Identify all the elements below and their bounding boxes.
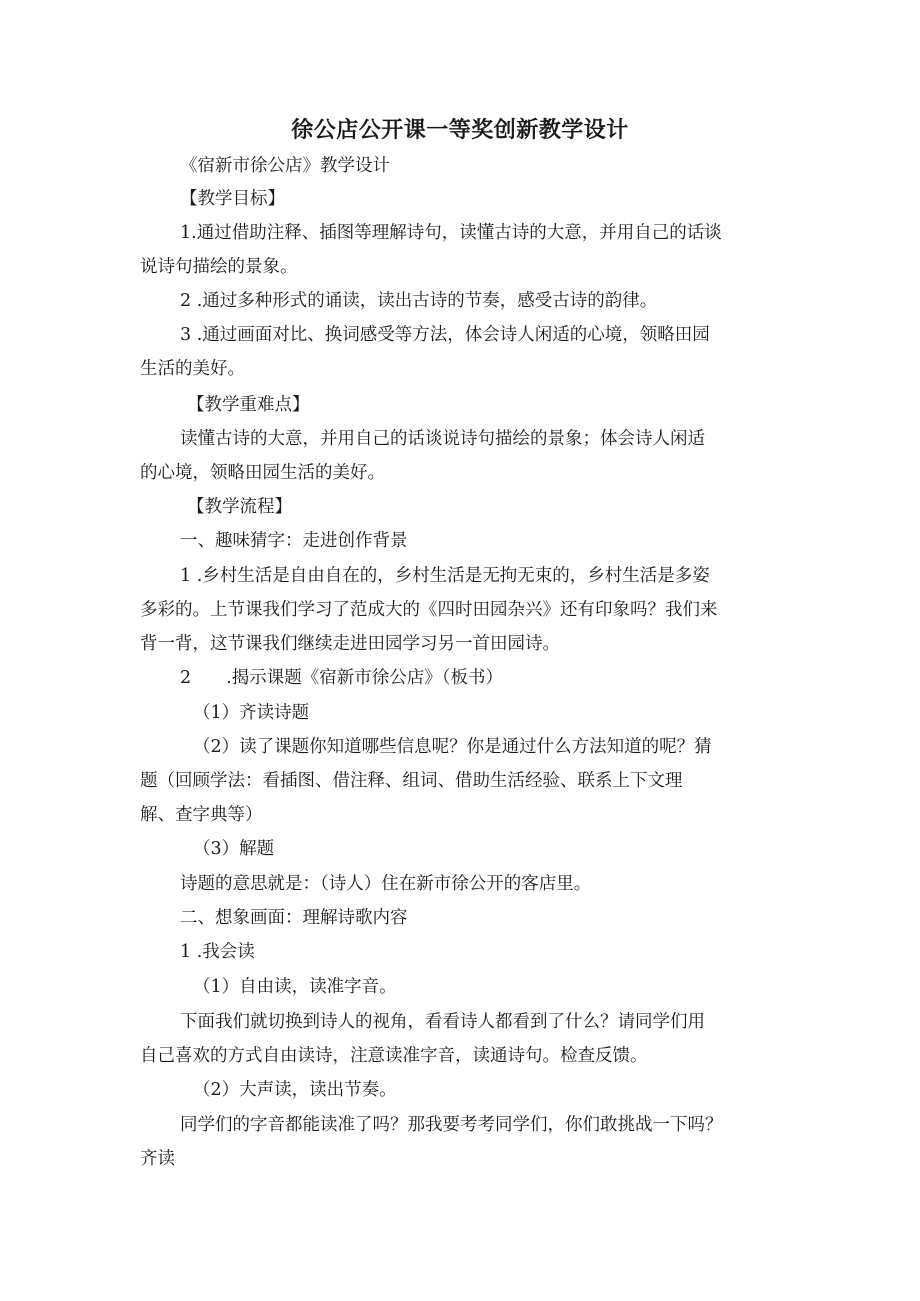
paragraph-line: 题（回顾学法：看插图、借注释、组词、借助生活经验、联系上下文理: [140, 771, 683, 791]
section-heading: 二、想象画面：理解诗歌内容: [180, 908, 408, 928]
sub-item: （2）读了课题你知道哪些信息呢？你是通过什么方法知道的呢？猜: [193, 737, 712, 757]
paragraph-line: 齐读: [140, 1149, 175, 1169]
paragraph-line: 1 .我会读: [180, 942, 255, 962]
section-heading: 一、趣味猜字：走进创作背景: [180, 531, 408, 551]
paragraph-line: 说诗句描绘的景象。: [140, 257, 298, 277]
sub-item: （1）齐读诗题: [193, 703, 310, 723]
paragraph-line: 诗题的意思就是：（诗人）住在新市徐公开的客店里。: [180, 874, 592, 894]
paragraph-line: 生活的美好。: [140, 359, 245, 379]
heading-key-points: 【教学重难点】: [187, 395, 310, 415]
sub-item: （1）自由读，读准字音。: [193, 977, 397, 997]
sub-item: （2）大声读，读出节奏。: [193, 1080, 397, 1100]
paragraph-line: 背一背，这节课我们继续走进田园学习另一首田园诗。: [140, 634, 560, 654]
sub-item: （3）解题: [193, 839, 275, 859]
heading-goals: 【教学目标】: [180, 189, 285, 209]
paragraph-line: 1.通过借助注释、插图等理解诗句，读懂古诗的大意，并用自己的话谈: [180, 223, 722, 243]
paragraph-line: 3 .通过画面对比、换词感受等方法，体会诗人闲适的心境，领略田园: [180, 325, 710, 345]
paragraph-line: 自己喜欢的方式自由读诗，注意读准字音，读通诗句。检查反馈。: [140, 1046, 648, 1066]
paragraph-line: 解、查字典等）: [140, 805, 263, 825]
subtitle: 《宿新市徐公店》教学设计: [180, 156, 390, 176]
paragraph-line: 2 .揭示课题《宿新市徐公店》（板书）: [180, 668, 503, 688]
document-title: 徐公店公开课一等奖创新教学设计: [291, 118, 629, 143]
paragraph-line: 读懂古诗的大意，并用自己的话谈说诗句描绘的景象；体会诗人闲适: [180, 429, 705, 449]
paragraph-line: 多彩的。上节课我们学习了范成大的《四时田园杂兴》还有印象吗？我们来: [140, 600, 718, 620]
paragraph-line: 1 .乡村生活是自由自在的，乡村生活是无拘无束的，乡村生活是多姿: [180, 566, 710, 586]
paragraph-line: 2 .通过多种形式的诵读，读出古诗的节奏，感受古诗的韵律。: [180, 291, 658, 311]
paragraph-line: 同学们的字音都能读准了吗？那我要考考同学们，你们敢挑战一下吗？: [180, 1115, 723, 1135]
paragraph-line: 的心境，领略田园生活的美好。: [140, 463, 385, 483]
heading-flow: 【教学流程】: [187, 497, 292, 517]
paragraph-line: 下面我们就切换到诗人的视角，看看诗人都看到了什么？请同学们用: [180, 1012, 705, 1032]
